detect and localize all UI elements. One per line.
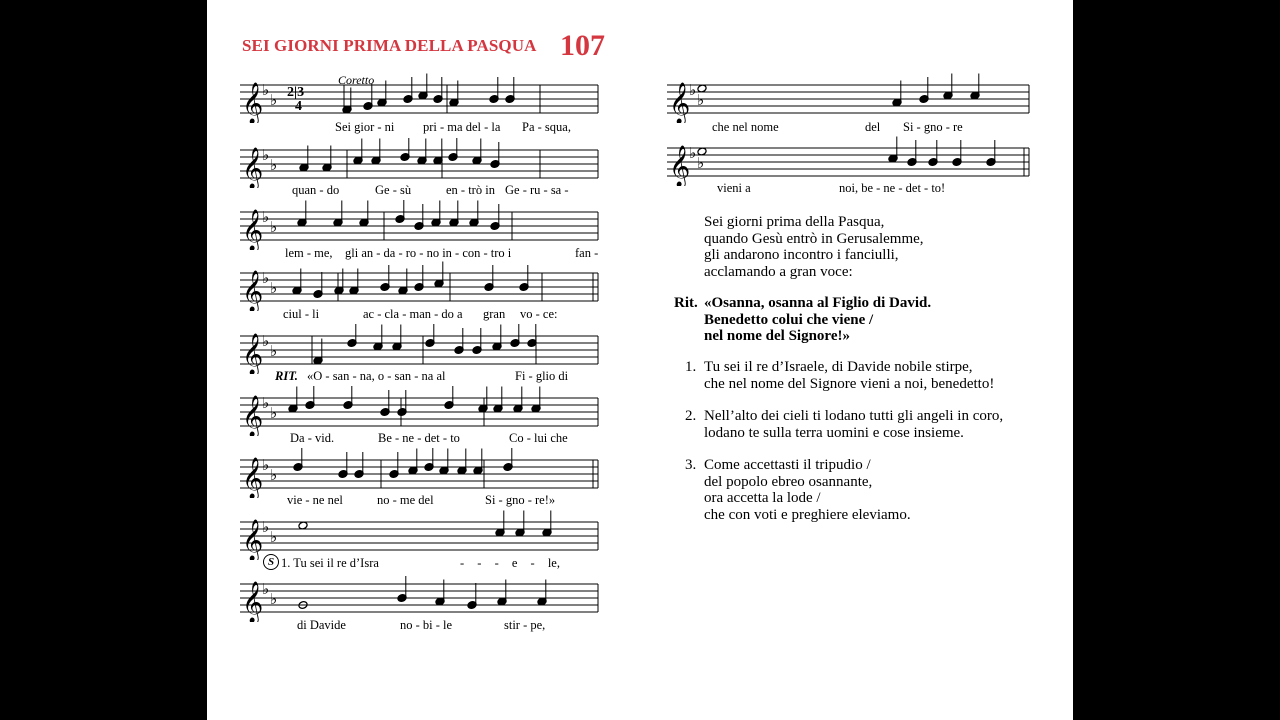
staff-7 bbox=[240, 448, 602, 498]
lyric-line-3a: lem - me, bbox=[285, 246, 333, 260]
treble-clef-icon: 𝄞 bbox=[242, 83, 264, 123]
staff-6 bbox=[240, 386, 602, 436]
flat-icon: ♭ bbox=[270, 404, 278, 422]
treble-clef-icon: 𝄞 bbox=[242, 210, 264, 250]
lyric-line-2b: Ge - sù bbox=[375, 183, 412, 197]
flat-icon: ♭ bbox=[262, 208, 270, 226]
verse-number-2: 2. bbox=[685, 408, 697, 424]
lyric-line-10b: del bbox=[865, 120, 881, 134]
lyric-line-9b: no - bi - le bbox=[400, 618, 453, 632]
staff-2 bbox=[240, 138, 602, 188]
stanza-line: gli andarono incontro i fanciulli, bbox=[704, 247, 899, 263]
time-signature-bottom: 4 bbox=[295, 99, 302, 114]
staff-4 bbox=[240, 261, 602, 311]
lyric-line-4c: gran bbox=[483, 307, 506, 321]
verse-3 bbox=[704, 457, 911, 523]
lyric-line-11a: vieni a bbox=[717, 181, 751, 195]
lyric-line-1c: Pa - squa, bbox=[522, 120, 571, 134]
lyric-line-11b: noi, be - ne - det - to! bbox=[839, 181, 946, 195]
verse-line: Tu sei il re d’Israele, di Davide nobile stirpe, bbox=[704, 359, 973, 375]
treble-clef-icon: 𝄞 bbox=[242, 458, 264, 498]
verse-2 bbox=[704, 408, 1003, 441]
verse-line: Come accettasti il tripudio / bbox=[704, 457, 871, 473]
stanza-line: Sei giorni prima della Pasqua, bbox=[704, 214, 885, 230]
time-signature-top: 2|3 bbox=[287, 85, 305, 100]
staff-10 bbox=[667, 73, 1033, 123]
lyric-line-7a: vie - ne nel bbox=[287, 493, 343, 507]
flat-icon: ♭ bbox=[262, 81, 270, 99]
flat-icon: ♭ bbox=[270, 466, 278, 484]
lyric-line-7b: no - me del bbox=[377, 493, 434, 507]
lyric-line-5c: Fi - glio di bbox=[515, 369, 569, 383]
song-number: 107 bbox=[560, 29, 605, 62]
stanza-text bbox=[704, 214, 924, 280]
flat-icon: ♭ bbox=[697, 154, 705, 172]
flat-icon: ♭ bbox=[262, 394, 270, 412]
lyric-line-2d: Ge - ru - sa - bbox=[505, 183, 569, 197]
flat-icon: ♭ bbox=[270, 218, 278, 236]
treble-clef-icon: 𝄞 bbox=[669, 146, 691, 186]
staff-9 bbox=[240, 572, 602, 622]
verse-number-1: 1. bbox=[685, 359, 697, 375]
lyric-line-2c: en - trò in bbox=[446, 183, 495, 197]
tempo-marking: Coretto bbox=[338, 73, 375, 87]
flat-icon: ♭ bbox=[262, 518, 270, 536]
soloist-icon: S bbox=[263, 554, 279, 570]
verse-line: Nell’alto dei cieli ti lodano tutti gli angeli in coro, bbox=[704, 408, 1004, 424]
treble-clef-icon: 𝄞 bbox=[242, 396, 264, 436]
flat-icon: ♭ bbox=[697, 91, 705, 109]
refrain-label: Rit. bbox=[674, 295, 698, 311]
refrain-line: Benedetto colui che viene / bbox=[704, 311, 874, 328]
lyric-line-8a: 1. Tu sei il re d’Isra bbox=[281, 556, 379, 570]
staff-8 bbox=[240, 510, 602, 560]
staff-11 bbox=[667, 136, 1033, 186]
flat-icon: ♭ bbox=[262, 332, 270, 350]
lyric-line-6a: Da - vid. bbox=[290, 431, 335, 445]
lyric-line-3b: gli an - da - ro - no in - con - tro i bbox=[345, 246, 512, 260]
lyric-line-1b: pri - ma del - la bbox=[423, 120, 501, 134]
lyric-line-2a: quan - do bbox=[292, 183, 340, 197]
flat-icon: ♭ bbox=[262, 580, 270, 598]
verse-line: che nel nome del Signore vieni a noi, benedetto! bbox=[704, 375, 995, 392]
treble-clef-icon: 𝄞 bbox=[242, 148, 264, 188]
treble-clef-icon: 𝄞 bbox=[242, 520, 264, 560]
score-page bbox=[207, 0, 1073, 720]
refrain-line: nel nome del Signore!» bbox=[704, 328, 850, 344]
refrain-line: «Osanna, osanna al Figlio di David. bbox=[704, 295, 932, 311]
flat-icon: ♭ bbox=[262, 456, 270, 474]
lyric-line-4b: ac - cla - man - do a bbox=[363, 307, 463, 321]
verse-1 bbox=[704, 359, 994, 392]
staff-3 bbox=[240, 200, 602, 250]
stanza-line: acclamando a gran voce: bbox=[704, 263, 853, 280]
lyric-line-4d: vo - ce: bbox=[520, 307, 558, 321]
treble-clef-icon: 𝄞 bbox=[242, 582, 264, 622]
song-title: SEI GIORNI PRIMA DELLA PASQUA bbox=[242, 36, 537, 55]
lyric-line-5b: «O - san - na, o - san - na al bbox=[307, 369, 446, 383]
verse-line: ora accetta la lode / bbox=[704, 490, 821, 506]
flat-icon: ♭ bbox=[689, 81, 697, 99]
flat-icon: ♭ bbox=[270, 279, 278, 297]
flat-icon: ♭ bbox=[270, 342, 278, 360]
flat-icon: ♭ bbox=[689, 144, 697, 162]
lyric-line-6b: Be - ne - det - to bbox=[378, 431, 460, 445]
flat-icon: ♭ bbox=[270, 590, 278, 608]
lyric-line-10c: Si - gno - re bbox=[903, 120, 963, 134]
lyric-line-9c: stir - pe, bbox=[504, 618, 546, 632]
lyric-line-1a: Sei gior - ni bbox=[335, 120, 395, 134]
verse-line: che con voti e preghiere eleviamo. bbox=[704, 506, 911, 523]
treble-clef-icon: 𝄞 bbox=[669, 83, 691, 123]
verse-line: del popolo ebreo osannante, bbox=[704, 473, 873, 490]
lyric-line-4a: ciul - li bbox=[283, 307, 320, 321]
lyric-rit-label: RIT. bbox=[275, 369, 298, 383]
stanza-line: quando Gesù entrò in Gerusalemme, bbox=[704, 230, 924, 247]
verse-number-3: 3. bbox=[685, 457, 697, 473]
lyric-line-7c: Si - gno - re!» bbox=[485, 493, 556, 507]
flat-icon: ♭ bbox=[270, 528, 278, 546]
treble-clef-icon: 𝄞 bbox=[242, 334, 264, 374]
staff-5 bbox=[240, 324, 602, 374]
refrain-text bbox=[704, 295, 931, 345]
flat-icon: ♭ bbox=[270, 156, 278, 174]
lyric-line-6c: Co - lui che bbox=[509, 431, 568, 445]
treble-clef-icon: 𝄞 bbox=[242, 271, 264, 311]
time-signature bbox=[287, 82, 317, 122]
flat-icon: ♭ bbox=[270, 91, 278, 109]
verse-line: lodano te sulla terra uomini e cose insieme. bbox=[704, 424, 964, 441]
lyric-line-3c: fan - bbox=[575, 246, 599, 260]
lyric-line-9a: di Davide bbox=[297, 618, 346, 632]
lyric-line-10a: che nel nome bbox=[712, 120, 779, 134]
flat-icon: ♭ bbox=[262, 146, 270, 164]
lyric-line-8b: - - - e - le, bbox=[460, 556, 560, 570]
flat-icon: ♭ bbox=[262, 269, 270, 287]
